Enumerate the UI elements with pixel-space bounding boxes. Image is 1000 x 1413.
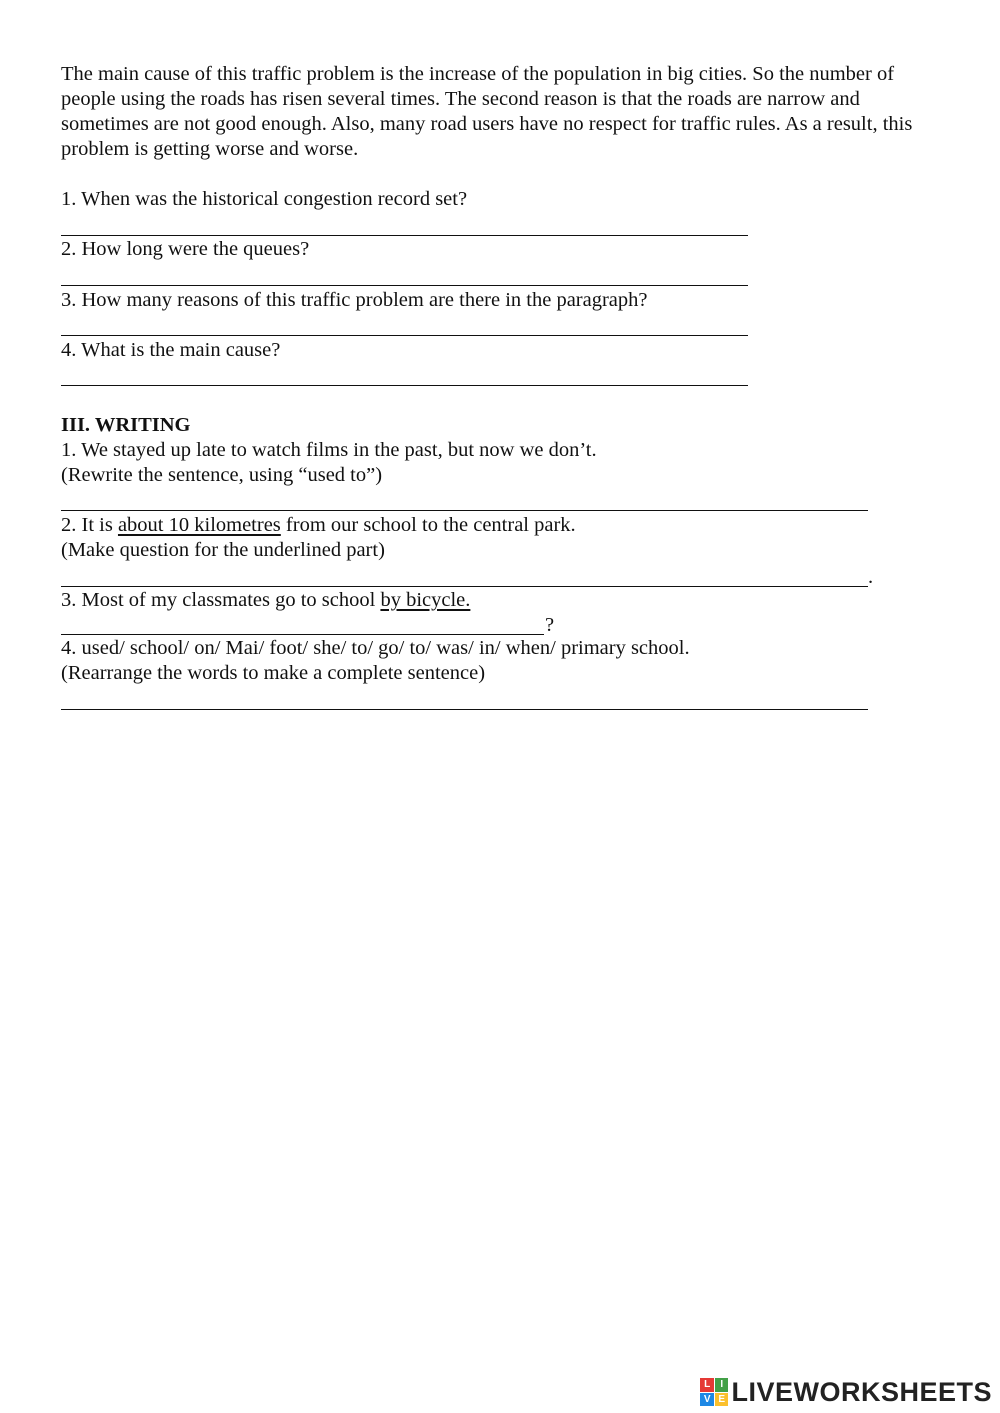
logo-letter-e: E [715, 1393, 729, 1407]
writing-q3-pre: 3. Most of my classmates go to school [61, 589, 381, 611]
liveworksheets-logo-icon [700, 1378, 728, 1406]
writing-q3-end-mark: ? [545, 614, 555, 636]
reading-question-4: 4. What is the main cause? [61, 339, 281, 361]
reading-question-3: 3. How many reasons of this traffic problem are there in the paragraph? [61, 289, 648, 311]
writing-q2-pre: 2. It is [61, 514, 118, 536]
writing-q3-text [61, 588, 470, 613]
answer-line-writing-4[interactable] [61, 709, 868, 710]
reading-paragraph: The main cause of this traffic problem is the increase of the population in big cities. So the number of people using the roads has risen several times. The second reason is that the roads are narrow and sometimes are not good enough. Also, many road users have no respect for traffic rules. As a result, this problem is getting worse and worse. [61, 63, 913, 160]
writing-q3-underlined: by bicycle. [380, 589, 471, 611]
answer-line-reading-1[interactable] [61, 235, 748, 236]
reading-question-1: 1. When was the historical congestion record set? [61, 188, 468, 210]
writing-q2-text [61, 513, 576, 538]
writing-heading: III. WRITING [61, 414, 191, 436]
logo-letter-v: V [700, 1393, 714, 1407]
answer-line-reading-2[interactable] [61, 285, 748, 286]
writing-q1-text: 1. We stayed up late to watch films in the past, but now we don’t. [61, 439, 597, 461]
writing-q2-instruction: (Make question for the underlined part) [61, 539, 385, 561]
writing-q2-post: from our school to the central park. [280, 514, 576, 536]
liveworksheets-brand[interactable] [700, 1377, 992, 1407]
writing-q4-instruction: (Rearrange the words to make a complete sentence) [61, 662, 486, 684]
answer-line-reading-3[interactable] [61, 335, 748, 336]
writing-q1-instruction: (Rewrite the sentence, using “used to”) [61, 464, 383, 486]
writing-q2-end-mark: . [868, 566, 874, 588]
answer-line-writing-1[interactable] [61, 510, 868, 511]
liveworksheets-wordmark: LIVEWORKSHEETS [731, 1376, 992, 1407]
logo-letter-l: L [700, 1378, 714, 1392]
writing-q2-underlined: about 10 kilometres [117, 514, 281, 536]
reading-question-2: 2. How long were the queues? [61, 238, 310, 260]
answer-line-writing-3[interactable] [61, 634, 544, 635]
answer-line-writing-2[interactable] [61, 586, 868, 587]
logo-letter-i: I [715, 1378, 729, 1392]
answer-line-reading-4[interactable] [61, 385, 748, 386]
writing-q4-text: 4. used/ school/ on/ Mai/ foot/ she/ to/ go/ to/ was/ in/ when/ primary school. [61, 637, 690, 659]
